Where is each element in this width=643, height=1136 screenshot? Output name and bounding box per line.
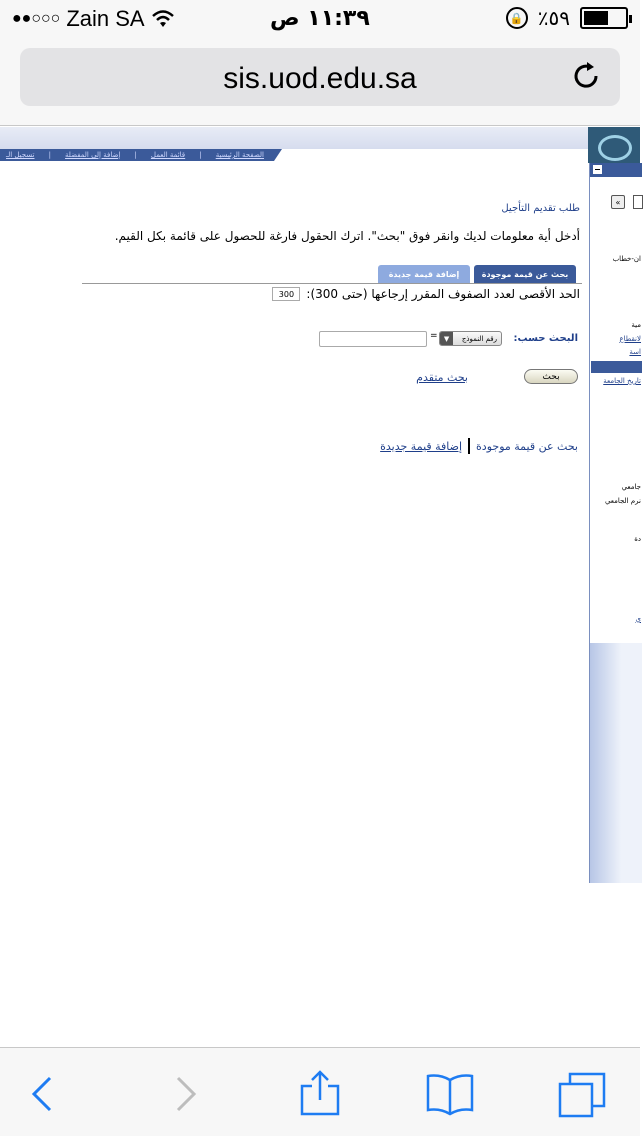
advanced-search-link[interactable]: بحث متقدم — [416, 371, 468, 384]
nav-separator: | — [199, 151, 202, 159]
wifi-icon — [151, 9, 175, 29]
status-bar — [0, 0, 640, 40]
nav-separator: | — [134, 151, 137, 159]
browser-address-area — [0, 40, 640, 126]
collapse-panel-icon[interactable] — [593, 165, 602, 174]
tabs-icon[interactable] — [558, 1070, 606, 1118]
side-item[interactable]: دة — [634, 535, 641, 543]
tab-divider — [82, 283, 582, 284]
side-item[interactable]: جامعي — [621, 483, 641, 491]
link-separator — [468, 438, 470, 454]
side-item[interactable]: نرم الجامعي — [604, 497, 641, 505]
nav-link-home[interactable]: الصفحة الرئيسية — [215, 151, 264, 159]
address-bar[interactable] — [20, 48, 620, 106]
dropdown-arrow-icon: ▼ — [440, 332, 453, 345]
side-item[interactable]: تاريخ الجامعة — [603, 377, 641, 385]
tab-find-existing[interactable]: بحث عن قيمة موجودة — [474, 265, 576, 283]
carrier-name: Zain SA — [66, 6, 145, 31]
side-item[interactable]: ي — [635, 615, 641, 623]
bookmarks-icon[interactable] — [426, 1070, 474, 1118]
side-panel-band — [591, 361, 642, 373]
side-item[interactable]: اسة — [629, 348, 641, 356]
battery-fill — [584, 11, 608, 25]
panel-checkbox[interactable] — [633, 195, 643, 209]
search-field-select[interactable] — [439, 331, 502, 346]
search-tabs — [378, 265, 576, 283]
search-value-input[interactable] — [319, 331, 427, 347]
forward-icon[interactable] — [160, 1070, 208, 1118]
side-item[interactable]: ان-خطاب — [612, 255, 641, 263]
side-item[interactable]: مية — [631, 321, 641, 329]
side-panel-footer — [590, 643, 642, 883]
url-text: sis.uod.edu.sa — [223, 62, 417, 95]
header-band — [0, 127, 590, 149]
battery-percent: ٪٥٩ — [537, 6, 570, 30]
double-chevron-left-icon[interactable]: « — [611, 195, 625, 209]
instructions-text: أدخل أية معلومات لديك وانقر فوق "بحث". اترك الحقول فارغة للحصول على قائمة بكل القيم. — [114, 229, 580, 243]
search-button[interactable]: بحث — [524, 369, 578, 384]
university-logo — [588, 127, 640, 163]
side-item[interactable]: لانقطاع — [619, 335, 641, 343]
nav-separator: | — [48, 151, 51, 159]
reload-icon[interactable] — [570, 60, 602, 92]
status-right — [506, 6, 628, 30]
nav-link-favorites[interactable]: إضافة إلى المفضلة — [65, 151, 121, 159]
browser-toolbar — [0, 1047, 640, 1136]
battery-icon — [580, 7, 628, 29]
share-icon[interactable] — [296, 1070, 344, 1118]
clock: ١١:٣٩ ص — [270, 6, 370, 31]
max-rows-row — [272, 287, 580, 301]
orientation-lock-icon: 🔒 — [506, 7, 528, 29]
nav-link-signout[interactable]: تسجيل الـ — [6, 151, 35, 159]
search-by-label: البحث حسب: — [513, 333, 578, 344]
add-new-link[interactable]: إضافة قيمة جديدة — [380, 439, 463, 453]
operator-label: = — [430, 331, 438, 341]
signal-strength-icon: ●●○○○ — [12, 10, 61, 27]
page-title: طلب تقديم التأجيل — [501, 203, 580, 214]
web-page — [0, 127, 640, 1047]
max-rows-label: الحد الأقصى لعدد الصفوف المقرر إرجاعها (حتى 300): — [306, 287, 580, 301]
side-panel-header — [590, 163, 642, 177]
carrier-info — [12, 6, 175, 32]
bottom-links — [380, 438, 578, 454]
nav-link-worklist[interactable]: قائمة العمل — [150, 151, 186, 159]
search-field-value: رقم النموذج — [461, 334, 497, 343]
max-rows-input[interactable]: 300 — [272, 287, 300, 301]
side-panel — [589, 163, 641, 883]
find-existing-link[interactable]: بحث عن قيمة موجودة — [476, 439, 578, 453]
tab-add-new[interactable]: إضافة قيمة جديدة — [378, 265, 470, 283]
back-icon[interactable] — [20, 1070, 68, 1118]
nav-links — [0, 149, 270, 161]
